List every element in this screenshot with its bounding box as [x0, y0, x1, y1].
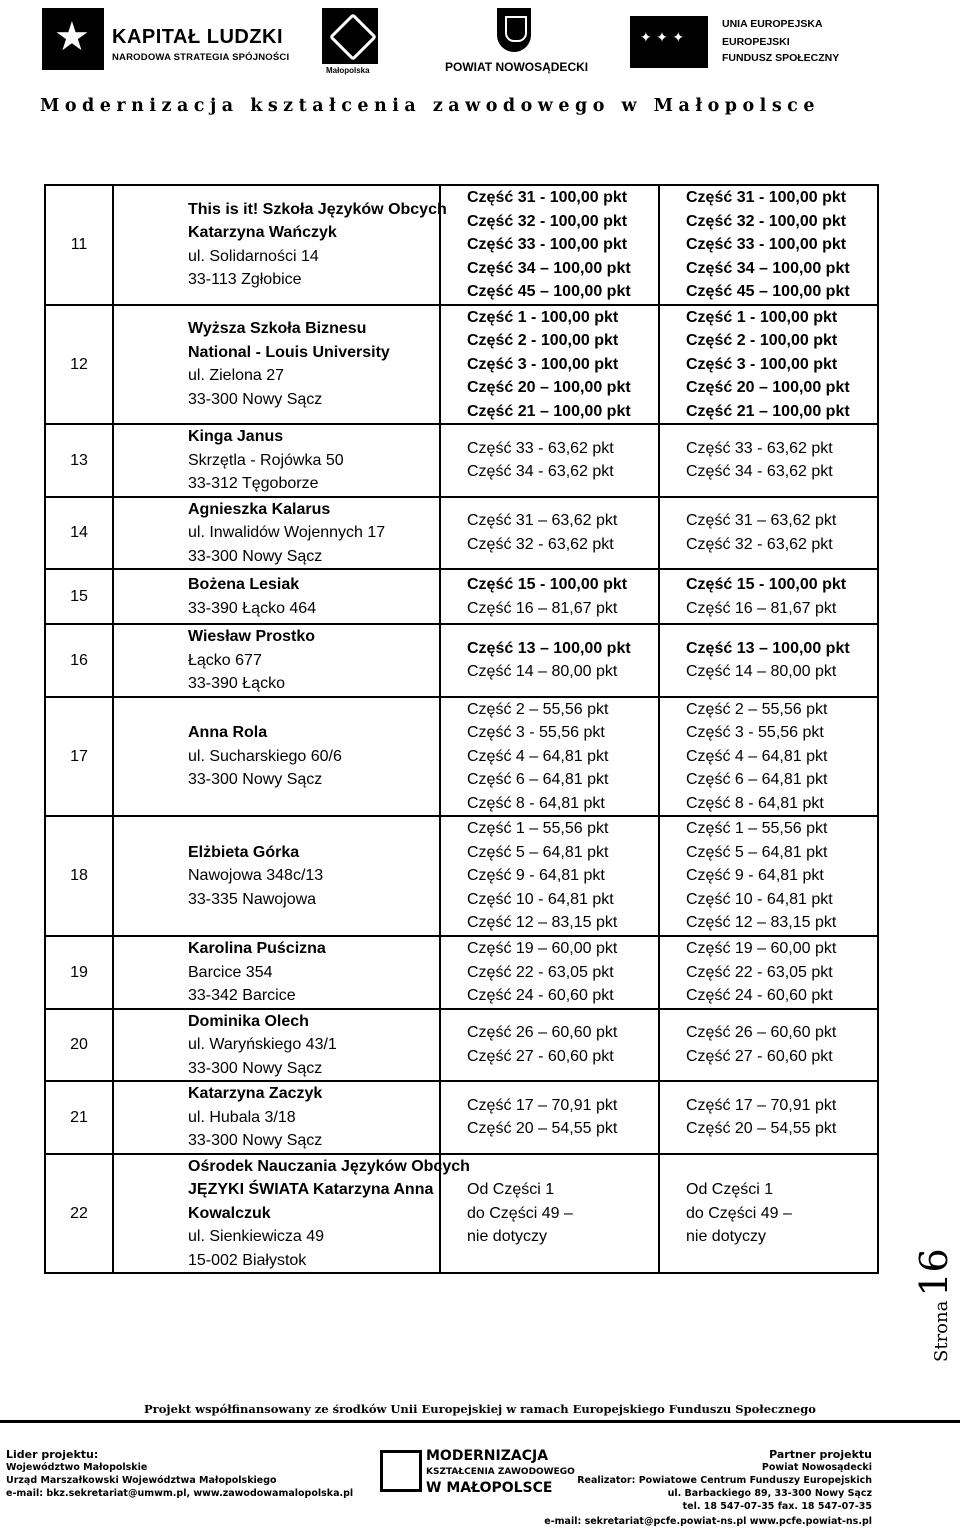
partner-line-5: tel. 18 547-07-35 fax. 18 547-07-35	[682, 1501, 872, 1512]
results-table-body	[45, 185, 878, 1273]
table-row	[45, 1081, 878, 1154]
project-tagline: Modernizacja kształcenia zawodowego w Małopolsce	[40, 96, 820, 116]
contractor-line: Karolina Puścizna	[188, 940, 326, 957]
footer-modernizacja-logo	[380, 1448, 580, 1498]
points-cell	[440, 497, 659, 570]
partner-line-1: Partner projektu	[769, 1448, 872, 1461]
points-cell-final	[659, 305, 878, 425]
contractor-line: 33-312 Tęgoborze	[188, 475, 319, 492]
contractor-line: Nawojowa 348c/13	[188, 867, 324, 885]
points-cell	[440, 424, 659, 497]
page-number-value: 16	[912, 1248, 956, 1297]
leader-line-2: Województwo Małopolskie	[6, 1462, 148, 1473]
table-row	[45, 569, 878, 624]
points-cell	[440, 697, 659, 817]
eu-logo	[630, 8, 890, 72]
row-number: 13	[45, 424, 113, 497]
row-number: 20	[45, 1009, 113, 1082]
points-line: Część 2 – 55,56 pkt	[467, 700, 609, 718]
points-cell	[440, 569, 659, 624]
powiat-label: POWIAT NOWOSĄDECKI	[445, 60, 589, 74]
points-line: Część 12 – 83,15 pkt	[467, 914, 618, 932]
points-cell-final	[659, 697, 878, 817]
points-line-final: Część 31 – 63,62 pkt	[686, 512, 837, 530]
points-line-final: Część 6 – 64,81 pkt	[686, 771, 828, 788]
modernizacja-line-1: MODERNIZACJA	[426, 1448, 549, 1464]
partner-line-4: ul. Barbackiego 89, 33-300 Nowy Sącz	[667, 1488, 872, 1499]
points-line-final: Część 24 - 60,60 pkt	[686, 987, 833, 1004]
contractor-line: Wyższa Szkoła Biznesu	[188, 320, 367, 338]
contractor-cell	[113, 185, 447, 305]
points-cell	[440, 1009, 659, 1082]
points-line-final: nie dotyczy	[686, 1228, 767, 1245]
points-cell	[440, 185, 659, 305]
eu-line-2: EUROPEJSKI	[722, 36, 790, 48]
contractor-line: National - Louis University	[188, 343, 390, 361]
table-row	[45, 624, 878, 697]
contractor-cell	[113, 497, 440, 570]
footer-email: e-mail: sekretariat@pcfe.powiat-ns.pl www.pcfe.powiat-ns.pl	[544, 1516, 872, 1527]
points-line-final: Część 31 - 100,00 pkt	[686, 189, 847, 206]
points-line-final: Część 45 – 100,00 pkt	[686, 283, 850, 300]
points-line-final: Część 20 – 54,55 pkt	[686, 1120, 837, 1138]
points-cell-final	[659, 497, 878, 570]
contractor-line: Kinga Janus	[188, 428, 284, 445]
contractor-line: Wiesław Prostko	[188, 628, 316, 645]
row-number: 22	[45, 1154, 113, 1274]
contractor-line: ul. Hubala 3/18	[188, 1108, 296, 1126]
points-line: Część 19 – 60,00 pkt	[467, 940, 618, 957]
points-line: Część 45 – 100,00 pkt	[467, 283, 631, 300]
points-cell-final	[659, 1081, 878, 1154]
points-line-final: Część 13 – 100,00 pkt	[686, 639, 850, 657]
modernizacja-emblem-icon	[380, 1450, 422, 1492]
contractor-line: 33-390 Łącko	[188, 675, 285, 692]
points-line-final: Część 4 – 64,81 pkt	[686, 747, 828, 765]
table-row	[45, 697, 878, 817]
points-line: Część 24 - 60,60 pkt	[467, 987, 614, 1004]
points-line: Część 32 - 100,00 pkt	[467, 212, 628, 230]
footer-leader	[6, 1448, 353, 1500]
points-cell-final	[659, 1154, 878, 1274]
contractor-line: JĘZYKI ŚWIATA Katarzyna Anna	[188, 1181, 434, 1198]
points-line: do Części 49 –	[467, 1204, 573, 1222]
kapital-ludzki-logo	[42, 8, 292, 72]
page-word: Strona	[931, 1300, 952, 1362]
contractor-line: 33-300 Nowy Sącz	[188, 1132, 323, 1149]
points-line-final: Część 26 – 60,60 pkt	[686, 1024, 837, 1042]
points-line: Część 22 - 63,05 pkt	[467, 963, 614, 981]
points-line: Część 1 – 55,56 pkt	[467, 820, 609, 838]
points-line: Część 10 - 64,81 pkt	[467, 890, 614, 908]
malopolska-logo	[322, 8, 380, 76]
points-line: Część 15 - 100,00 pkt	[467, 576, 628, 593]
row-number: 15	[45, 569, 113, 624]
row-number: 17	[45, 697, 113, 817]
contractor-line: Katarzyna Zaczyk	[188, 1085, 323, 1102]
contractor-line: ul. Sucharskiego 60/6	[188, 747, 342, 765]
leader-line-4: e-mail: bkz.sekretariat@umwm.pl, www.zawodowamalopolska.pl	[6, 1488, 354, 1499]
points-line: Część 17 – 70,91 pkt	[467, 1096, 618, 1114]
points-line-final: Część 3 - 100,00 pkt	[686, 355, 838, 373]
contractor-line: 33-300 Nowy Sącz	[188, 547, 323, 565]
points-line-final: Część 2 – 55,56 pkt	[686, 700, 828, 718]
points-line: Od Części 1	[467, 1181, 555, 1198]
contractor-cell	[113, 305, 440, 425]
points-line-final: Część 1 – 55,56 pkt	[686, 820, 828, 838]
contractor-line: 33-342 Barcice	[188, 987, 296, 1004]
page-number	[912, 1248, 956, 1362]
points-cell	[440, 305, 659, 425]
table-row	[45, 185, 878, 305]
points-cell-final	[659, 624, 878, 697]
points-line-final: Część 9 - 64,81 pkt	[686, 867, 824, 885]
contractor-cell	[113, 816, 440, 936]
table-row	[45, 424, 878, 497]
contractor-line: 33-300 Nowy Sącz	[188, 1059, 323, 1077]
contractor-line: 33-390 Łącko 464	[188, 599, 317, 617]
table-row	[45, 816, 878, 936]
points-line-final: Część 34 – 100,00 pkt	[686, 259, 850, 277]
contractor-line: ul. Sienkiewicza 49	[188, 1228, 325, 1245]
contractor-line: Skrzętla - Rojówka 50	[188, 451, 344, 469]
points-line: Część 3 - 100,00 pkt	[467, 355, 619, 373]
cofinance-note: Projekt współfinansowany ze środków Unii Europejskiej w ramach Europejskiego Funduszu Społecznego	[144, 1402, 816, 1416]
points-line-final: Część 10 - 64,81 pkt	[686, 890, 833, 908]
row-number: 14	[45, 497, 113, 570]
points-line-final: Część 1 - 100,00 pkt	[686, 308, 838, 326]
table-row	[45, 305, 878, 425]
points-line: Część 2 - 100,00 pkt	[467, 332, 619, 349]
points-line-final: Część 8 - 64,81 pkt	[686, 794, 824, 812]
points-line-final: Część 20 – 100,00 pkt	[686, 379, 850, 396]
partner-line-2: Powiat Nowosądecki	[761, 1462, 872, 1473]
points-line: Część 31 - 100,00 pkt	[467, 189, 628, 206]
table-row	[45, 497, 878, 570]
points-line: Część 33 - 100,00 pkt	[467, 236, 628, 253]
contractor-line: Bożena Lesiak	[188, 576, 300, 593]
contractor-line: 33-113 Zgłobice	[188, 271, 302, 289]
points-cell	[440, 624, 659, 697]
contractor-line: 15-002 Białystok	[188, 1251, 307, 1269]
kapital-ludzki-star-icon	[42, 8, 104, 70]
partner-line-3: Realizator: Powiatowe Centrum Funduszy Europejskich	[577, 1475, 872, 1486]
kapital-ludzki-title: KAPITAŁ LUDZKI	[112, 26, 284, 48]
footer-partner	[577, 1448, 872, 1513]
points-cell-final	[659, 936, 878, 1009]
points-line-final: Część 14 – 80,00 pkt	[686, 663, 837, 681]
points-line-final: Część 34 - 63,62 pkt	[686, 463, 833, 481]
row-number: 21	[45, 1081, 113, 1154]
contractor-line: This is it! Szkoła Języków Obcych	[188, 200, 447, 218]
points-line: Część 6 – 64,81 pkt	[467, 771, 609, 788]
contractor-line: ul. Waryńskiego 43/1	[188, 1036, 337, 1053]
leader-line-3: Urząd Marszałkowski Województwa Małopolskiego	[6, 1475, 277, 1486]
table-row	[45, 936, 878, 1009]
points-line-final: Część 17 – 70,91 pkt	[686, 1096, 837, 1114]
eu-line-3: FUNDUSZ SPOŁECZNY	[722, 52, 840, 64]
points-line-final: Część 27 - 60,60 pkt	[686, 1047, 833, 1065]
points-line-final: Część 16 – 81,67 pkt	[686, 599, 837, 617]
points-line: Część 14 – 80,00 pkt	[467, 663, 618, 681]
points-cell-final	[659, 185, 878, 305]
points-line-final: Część 32 - 63,62 pkt	[686, 535, 833, 553]
points-line: Część 20 – 100,00 pkt	[467, 379, 631, 396]
leader-line-1: Lider projektu:	[6, 1448, 99, 1461]
modernizacja-line-2: KSZTAŁCENIA ZAWODOWEGO	[426, 1467, 575, 1477]
contractor-line: ul. Zielona 27	[188, 367, 285, 385]
modernizacja-line-3: W MAŁOPOLSCE	[426, 1480, 553, 1496]
points-line-final: Część 2 - 100,00 pkt	[686, 332, 838, 349]
points-line: Część 31 – 63,62 pkt	[467, 512, 618, 530]
points-line: nie dotyczy	[467, 1228, 548, 1245]
points-line: Część 34 – 100,00 pkt	[467, 259, 631, 277]
powiat-logo	[445, 8, 595, 78]
row-number: 11	[45, 185, 113, 305]
contractor-line: Łącko 677	[188, 651, 262, 669]
row-number: 16	[45, 624, 113, 697]
points-line: Część 33 - 63,62 pkt	[467, 439, 614, 457]
points-cell-final	[659, 816, 878, 936]
malopolska-emblem-icon	[322, 8, 378, 64]
contractor-line: Elżbieta Górka	[188, 843, 300, 861]
points-line-final: Część 21 – 100,00 pkt	[686, 402, 850, 420]
contractor-cell	[113, 1081, 440, 1154]
points-line: Część 9 - 64,81 pkt	[467, 867, 605, 885]
footer-divider	[0, 1420, 960, 1423]
points-line: Część 20 – 54,55 pkt	[467, 1120, 618, 1138]
eu-line-1: UNIA EUROPEJSKA	[722, 18, 823, 30]
points-cell	[440, 1081, 659, 1154]
contractor-line: Anna Rola	[188, 724, 268, 741]
points-line: Część 13 – 100,00 pkt	[467, 639, 631, 657]
row-number: 12	[45, 305, 113, 425]
points-cell-final	[659, 424, 878, 497]
contractor-line: Katarzyna Wańczyk	[188, 224, 337, 242]
points-line-final: Część 3 - 55,56 pkt	[686, 724, 824, 741]
contractor-line: Ośrodek Nauczania Języków Obcych	[188, 1157, 470, 1175]
points-cell-final	[659, 569, 878, 624]
contractor-line: Dominika Olech	[188, 1012, 309, 1030]
row-number: 18	[45, 816, 113, 936]
contractor-cell	[113, 1154, 470, 1274]
points-line-final: Od Części 1	[686, 1181, 774, 1198]
powiat-shield-icon	[497, 8, 531, 52]
points-line-final: Część 33 - 63,62 pkt	[686, 439, 833, 457]
points-line: Część 21 – 100,00 pkt	[467, 402, 631, 420]
points-cell	[440, 816, 659, 936]
contractor-line: Agnieszka Kalarus	[188, 500, 331, 518]
table-row	[45, 1154, 878, 1274]
points-line: Część 32 - 63,62 pkt	[467, 535, 614, 553]
results-table	[44, 184, 879, 1274]
points-line: Część 3 - 55,56 pkt	[467, 724, 605, 741]
points-line: Część 1 - 100,00 pkt	[467, 308, 619, 326]
contractor-line: ul. Solidarności 14	[188, 247, 319, 265]
header-logos	[0, 0, 960, 90]
contractor-cell	[113, 1009, 440, 1082]
contractor-cell	[113, 569, 440, 624]
contractor-cell	[113, 624, 440, 697]
points-line-final: Część 33 - 100,00 pkt	[686, 236, 847, 253]
points-line: Część 8 - 64,81 pkt	[467, 794, 605, 812]
points-line-final: Część 12 – 83,15 pkt	[686, 914, 837, 932]
points-line-final: Część 32 - 100,00 pkt	[686, 212, 847, 230]
points-line: Część 27 - 60,60 pkt	[467, 1047, 614, 1065]
row-number: 19	[45, 936, 113, 1009]
table-row	[45, 1009, 878, 1082]
points-line-final: Część 5 – 64,81 pkt	[686, 843, 828, 861]
points-line: Część 26 – 60,60 pkt	[467, 1024, 618, 1042]
points-line-final: do Części 49 –	[686, 1204, 792, 1222]
points-cell	[440, 1154, 659, 1274]
contractor-cell	[113, 936, 440, 1009]
kapital-ludzki-subtitle: NARODOWA STRATEGIA SPÓJNOŚCI	[112, 52, 290, 63]
points-line: Część 16 – 81,67 pkt	[467, 599, 618, 617]
points-line-final: Część 15 - 100,00 pkt	[686, 576, 847, 593]
malopolska-label: Małopolska	[326, 66, 370, 75]
eu-flag-icon	[630, 16, 708, 68]
contractor-line: 33-300 Nowy Sącz	[188, 771, 323, 788]
points-cell-final	[659, 1009, 878, 1082]
contractor-line: ul. Inwalidów Wojennych 17	[188, 524, 386, 541]
points-line: Część 5 – 64,81 pkt	[467, 843, 609, 861]
contractor-line: 33-335 Nawojowa	[188, 890, 317, 908]
contractor-line: Kowalczuk	[188, 1204, 271, 1222]
points-line-final: Część 22 - 63,05 pkt	[686, 963, 833, 981]
points-line: Część 4 – 64,81 pkt	[467, 747, 609, 765]
contractor-line: Barcice 354	[188, 963, 273, 981]
contractor-line: 33-300 Nowy Sącz	[188, 390, 323, 408]
points-line-final: Część 19 – 60,00 pkt	[686, 940, 837, 957]
contractor-cell	[113, 697, 440, 817]
points-line: Część 34 - 63,62 pkt	[467, 463, 614, 481]
contractor-cell	[113, 424, 440, 497]
points-cell	[440, 936, 659, 1009]
